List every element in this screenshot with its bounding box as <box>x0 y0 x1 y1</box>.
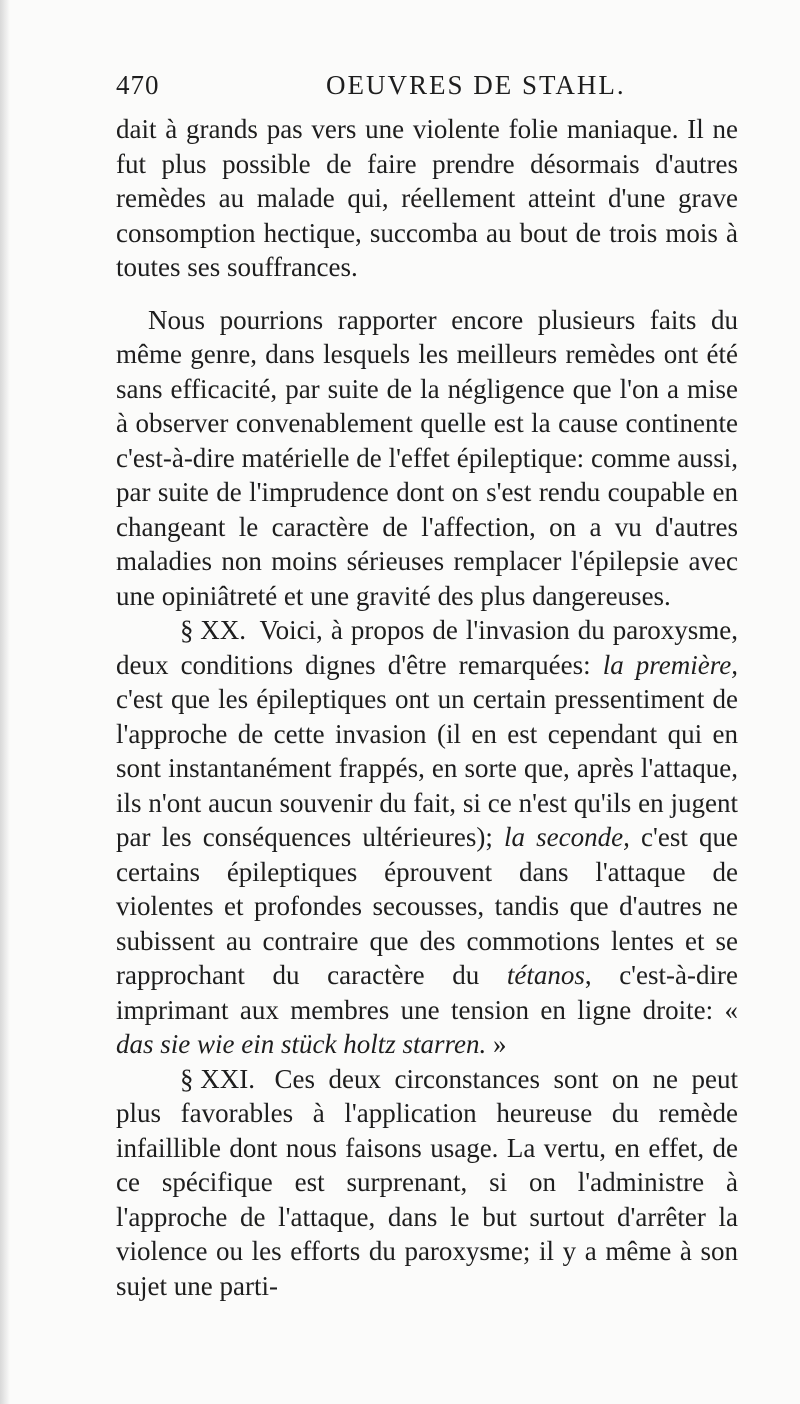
german-quotation: das sie wie ein stück holtz starren. <box>116 1029 487 1059</box>
paragraph-text: dait à grands pas vers une violente folie maniaque. Il ne fut plus possible de faire prendre désormais d'autres remèdes au malade qui, réellement atteint d'une grave consomption hectique, succomba au bout de trois mois à toutes ses souffrances. <box>116 114 738 282</box>
paragraph-section-xx <box>116 613 738 1062</box>
section-number: § XX. <box>180 615 246 645</box>
paragraph-text: Nous pourrions rapporter encore plusieurs faits du même genre, dans lesquels les meilleurs remèdes ont été sans efficacité, par suite de la négligence que l'on a mise à observer convenablement quelle est la cause continente c'est-à-dire matérielle de l'effet épileptique: comme aussi, par suite de l'imprudence dont on s'est rendu coupable en changeant le caractère de l'affection, on a vu d'autres maladies non moins sérieuses remplacer l'épilepsie avec une opiniâtreté et une gravité des plus dangereuses. <box>116 304 738 611</box>
paragraph-text: Ces deux circonstances sont on ne peut plus favorables à l'application heureuse du remède infaillible dont nous faisons usage. La vertu, en effet, de ce spécifique est surprenant, si on l'administre à l'approche de l'attaque, dans le but surtout d'arrêter la violence ou les efforts du paroxysme; il y a même à son sujet une parti- <box>116 1063 738 1301</box>
paragraph-text: c'est que certains épileptiques éprouvent dans l'attaque de violentes et profondes secousses, tandis que d'autres ne subissent au contraire que des commotions lentes et se rapprochant du caractère du <box>116 822 739 990</box>
paragraph-nous-pourrions <box>116 303 738 614</box>
paragraph-text: c'est que les épileptiques ont un certain pressentiment de l'approche de cette invasion (il en est cependant qui en sont instantanément frappés, en sorte que, après l'attaque, ils n'ont aucun souvenir du fait, si ce n'est qu'ils en jugent par les conséquences ultérieures); <box>116 684 738 852</box>
page-number: 470 <box>116 70 160 100</box>
running-title: OEUVRES DE STAHL. <box>326 70 626 100</box>
italic-term-tetanos: tétanos <box>506 960 585 990</box>
section-number: § XXI. <box>180 1063 255 1094</box>
paragraph-section-xxi <box>116 1062 738 1304</box>
italic-term-premiere: la première, <box>602 649 738 680</box>
paragraph-text: , c'est-à-dire imprimant aux membres une tension en ligne droite: « <box>116 960 738 1025</box>
running-head <box>116 70 736 104</box>
page-edge-shadow <box>0 0 10 1404</box>
paragraph-text: » <box>486 1029 507 1059</box>
body-text <box>116 112 738 1303</box>
italic-term-seconde: la seconde, <box>503 822 630 852</box>
paragraph-continuation <box>116 112 738 285</box>
paragraph-text: Voici, à propos de l'invasion du paroxysme, deux conditions dignes d'être remarquées: <box>116 615 738 680</box>
